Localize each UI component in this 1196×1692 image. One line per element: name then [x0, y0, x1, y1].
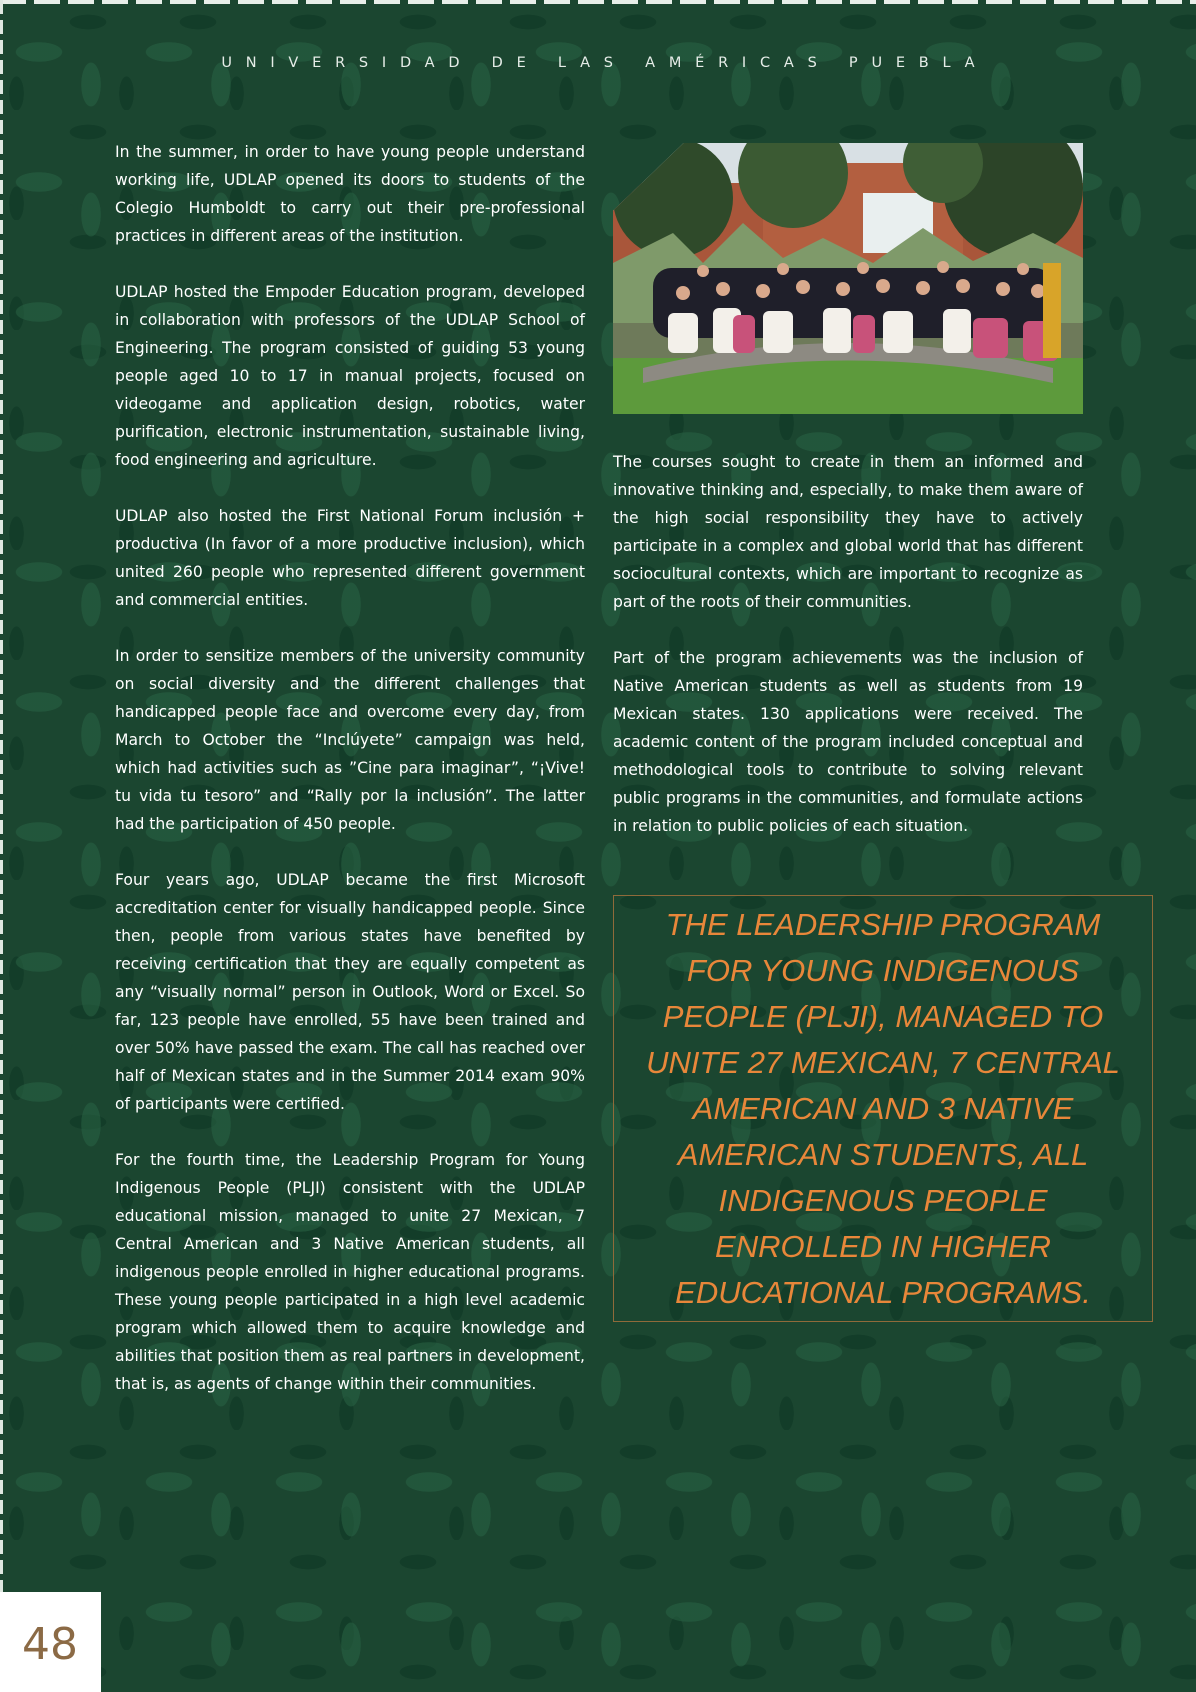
body-paragraph: In order to sensitize members of the university community on social diversity and the different challenges that handicapped people face and overcome every day, from March to October the “Inclúyete” campaign was held, which had activities such as ”Cine para imaginar”, “¡Vive! tu vida tu tesoro” and “Rally por la inclusión”. The latter had the participation of 450 people. — [115, 647, 585, 833]
body-paragraph: Four years ago, UDLAP became the first Microsoft accreditation center for visually handicapped people. Since then, people from various states have benefited by receiving certification that they are equally competent as any “visually normal” person in Outlook, Word or Excel. So far, 123 people have enrolled, 55 have been trained and over 50% have passed the exam. The call has reached over half of Mexican states and in the Summer 2014 exam 90% of participants were certified. — [115, 871, 585, 1113]
pull-quote-box — [613, 895, 1153, 1322]
body-paragraph: In the summer, in order to have young people understand working life, UDLAP opened its doors to students of the Colegio Humboldt to carry out their pre-professional practices in different areas of the institution. — [115, 143, 585, 245]
group-photo — [613, 143, 1083, 414]
body-paragraph: Part of the program achievements was the inclusion of Native American students as well as students from 19 Mexican states. 130 applications were received. The academic content of the program included conceptual and methodological tools to contribute to solving relevant public programs in the communities, and formulate actions in relation to public policies of each situation. — [613, 649, 1083, 835]
right-text-column — [613, 448, 1083, 868]
page-number: 48 — [22, 1619, 78, 1670]
top-decorative-band — [0, 0, 1196, 4]
pull-quote-text: THE LEADERSHIP PROGRAM FOR YOUNG INDIGENOUS PEOPLE (PLJI), MANAGED TO UNITE 27 MEXICAN, 7 CENTRAL AMERICAN AND 3 NATIVE AMERICAN STUDENTS, ALL INDIGENOUS PEOPLE ENROLLED IN HIGHER EDUCATIONAL PROGRAMS. — [646, 906, 1120, 1310]
running-head: UNIVERSIDAD DE LAS AMÉRICAS PUEBLA — [221, 55, 989, 71]
left-text-column — [115, 138, 585, 1426]
body-paragraph: UDLAP also hosted the First National Forum inclusión + productiva (In favor of a more productive inclusion), which united 260 people who represented different government and commercial entities. — [115, 507, 585, 609]
left-page-edge — [0, 0, 3, 1692]
body-paragraph: UDLAP hosted the Empoder Education program, developed in collaboration with professors of the UDLAP School of Engineering. The program consisted of guiding 53 young people aged 10 to 17 in manual projects, focused on videogame and application design, robotics, water purification, electronic instrumentation, sustainable living, food engineering and agriculture. — [115, 283, 585, 469]
body-paragraph: The courses sought to create in them an informed and innovative thinking and, especially, to make them aware of the high social responsibility they have to actively participate in a complex and global world that has different sociocultural contexts, which are important to recognize as part of the roots of their communities. — [613, 453, 1083, 611]
group-photo-illustration — [613, 143, 1083, 414]
body-paragraph: For the fourth time, the Leadership Program for Young Indigenous People (PLJI) consistent with the UDLAP educational mission, managed to unite 27 Mexican, 7 Central American and 3 Native American students, all indigenous people enrolled in higher educational programs. These young people participated in a high level academic program which allowed them to acquire knowledge and abilities that position them as real partners in development, that is, as agents of change within their communities. — [115, 1151, 585, 1393]
